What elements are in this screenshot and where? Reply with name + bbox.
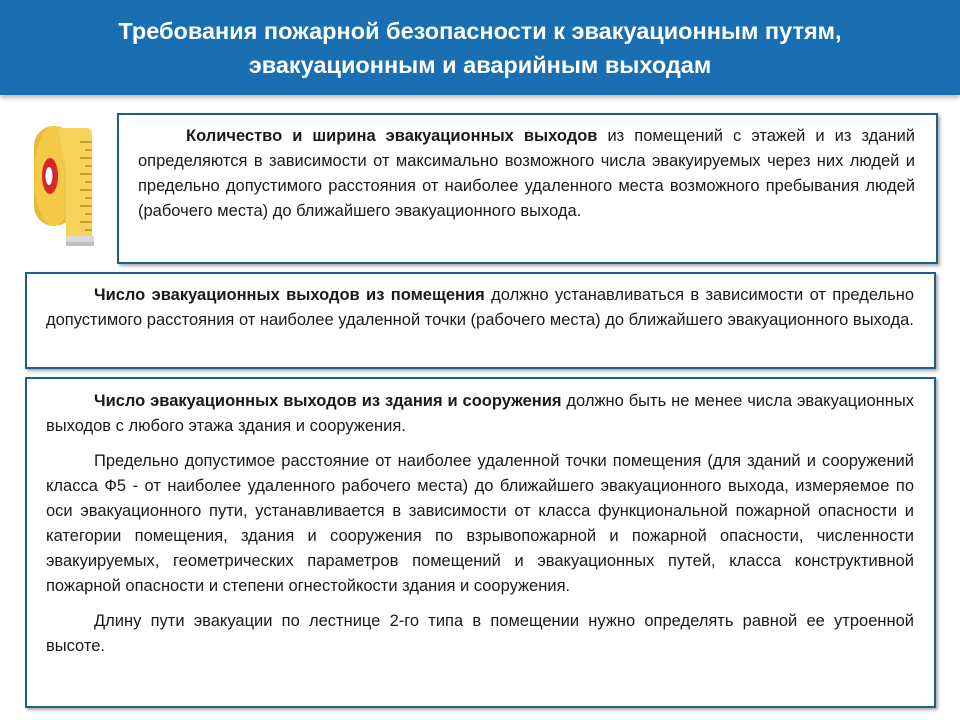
title-line-2: эвакуационным и аварийным выходам	[248, 51, 712, 78]
box1-bold-lead: Количество и ширина эвакуационных выходов	[186, 127, 598, 145]
box2-bold-lead: Число эвакуационных выходов из помещения	[94, 286, 485, 304]
box3-p1-text: должно быть не менее числа эвакуационных выходов с любого этажа здания и сооружения.	[46, 392, 914, 435]
box3-paragraph-1	[46, 389, 914, 439]
slide-header	[0, 0, 960, 95]
measuring-tape-icon	[30, 118, 102, 250]
title-line-1: Требования пожарной безопасности к эвакуационным путям,	[118, 17, 842, 44]
room-exits-box	[25, 272, 936, 369]
box2-text: должно устанавливаться в зависимости от предельно допустимого расстояния от наиболее удаленной точки (рабочего места) до ближайшего эвакуационного выхода.	[46, 286, 914, 329]
box2-paragraph	[46, 283, 914, 333]
box3-bold-lead: Число эвакуационных выходов из здания и сооружения	[94, 392, 562, 410]
box1-text: из помещений с этажей и из зданий определяются в зависимости от максимально возможного числа эвакуируемых через них людей и предельно допустимого расстояния от наиболее удаленного места возможного пребывания людей (рабочего места) до ближайшего эвакуационного выхода.	[138, 127, 915, 220]
exits-quantity-width-box	[117, 113, 938, 264]
building-exits-box	[25, 377, 936, 708]
box3-paragraph-2: Предельно допустимое расстояние от наиболее удаленной точки помещения (для зданий и сооружений класса Ф5 - от наиболее удаленного рабочего места) до ближайшего эвакуационного выхода, измеряемое по оси эвакуационного пути, устанавливается в зависимости от класса функциональной пожарной опасности и категории помещения, здания и сооружения по взрывопожарной и пожарной опасности, численности эвакуируемых, геометрических параметров помещений и эвакуационных путей, класса конструктивной пожарной опасности и степени огнестойкости здания и сооружения.	[46, 452, 914, 595]
box1-paragraph	[138, 124, 915, 224]
box3-paragraph-3: Длину пути эвакуации по лестнице 2-го типа в помещении нужно определять равной ее утроенной высоте.	[46, 612, 914, 655]
